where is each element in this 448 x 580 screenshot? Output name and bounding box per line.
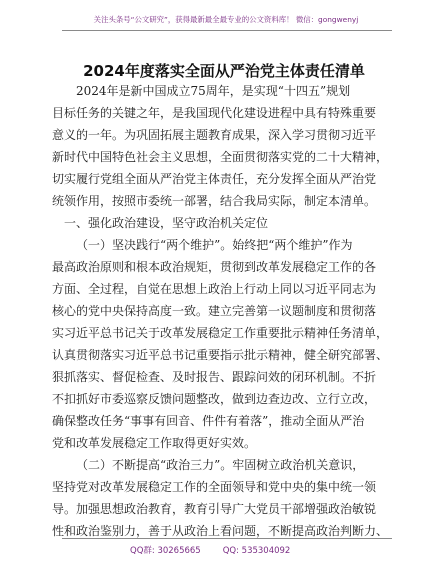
paragraph-line: 认真贯彻落实习近平总书记重要指示批示精神，健全研究部署、 [52,348,389,362]
paragraph-line: 性和政治鉴别力，善于从政治上看问题，不断提高政治判断力、 [52,524,389,538]
footer-rule [62,538,392,539]
document-body [52,80,392,542]
document-title: 2024年度落实全面从严治党主体责任清单 [83,62,365,80]
footer [130,544,330,556]
paragraph-line: （一）坚决践行“两个维护”。始终把“两个维护”作为 [76,238,353,252]
paragraph-line: 最高政治原则和根本政治规矩，贯彻到改革发展稳定工作的各 [52,260,377,274]
paragraph-line: 确保整改任务“事事有回音、件件有着落”，推动全面从严治 [52,414,365,428]
paragraph-line: 实习近平总书记关于改革发展稳定工作重要批示精神任务清单， [52,326,389,340]
paragraph-line: 切实履行党组全面从严治党主体责任，充分发挥全面从严治党 [52,172,377,186]
paragraph-line: 坚持党对改革发展稳定工作的全面领导和党中央的集中统一领 [52,480,377,494]
footer-qq: QQ: 535304092 [222,546,291,556]
paragraph-line: 意义的一年。为巩固拓展主题教育成果，深入学习贯彻习近平 [52,128,377,142]
footer-qq-group: QQ群: 30265665 [130,546,201,556]
paragraph-line: 方面、全过程，自觉在思想上政治上行动上同以习近平同志为 [52,282,377,296]
paragraph-line: 党和改革发展稳定工作取得更好实效。 [52,436,257,450]
header-rule [62,30,392,31]
paragraph-line: 目标任务的关键之年，是我国现代化建设进程中具有特殊重要 [52,106,377,120]
paragraph-line: 统领作用，按照市委统一部署，结合我局实际，制定本清单。 [52,194,377,208]
paragraph-line: （二）不断提高“政治三力”。牢固树立政治机关意识， [76,458,365,472]
paragraph-line: 2024年是新中国成立75周年，是实现“十四五”规划 [76,84,351,98]
section-heading: 一、强化政治建设，坚守政治机关定位 [64,216,269,230]
paragraph-line: 新时代中国特色社会主义思想，全面贯彻落实党的二十大精神， [52,150,389,164]
paragraph-line: 不扣抓好市委巡察反馈问题整改，做到边查边改、立行立改， [52,392,377,406]
paragraph-line: 核心的党中央保持高度一致。建立完善第一议题制度和贯彻落 [52,304,377,318]
paragraph-line: 狠抓落实、督促检查、及时报告、跟踪问效的闭环机制。不折 [52,370,377,384]
header-notice: 关注头条号“公文研究”，获得最新最全最专业的公文资料库！ 微信：gongwenyj [93,15,359,24]
paragraph-line: 导。加强思想政治教育，教育引导广大党员干部增强政治敏锐 [52,502,377,516]
